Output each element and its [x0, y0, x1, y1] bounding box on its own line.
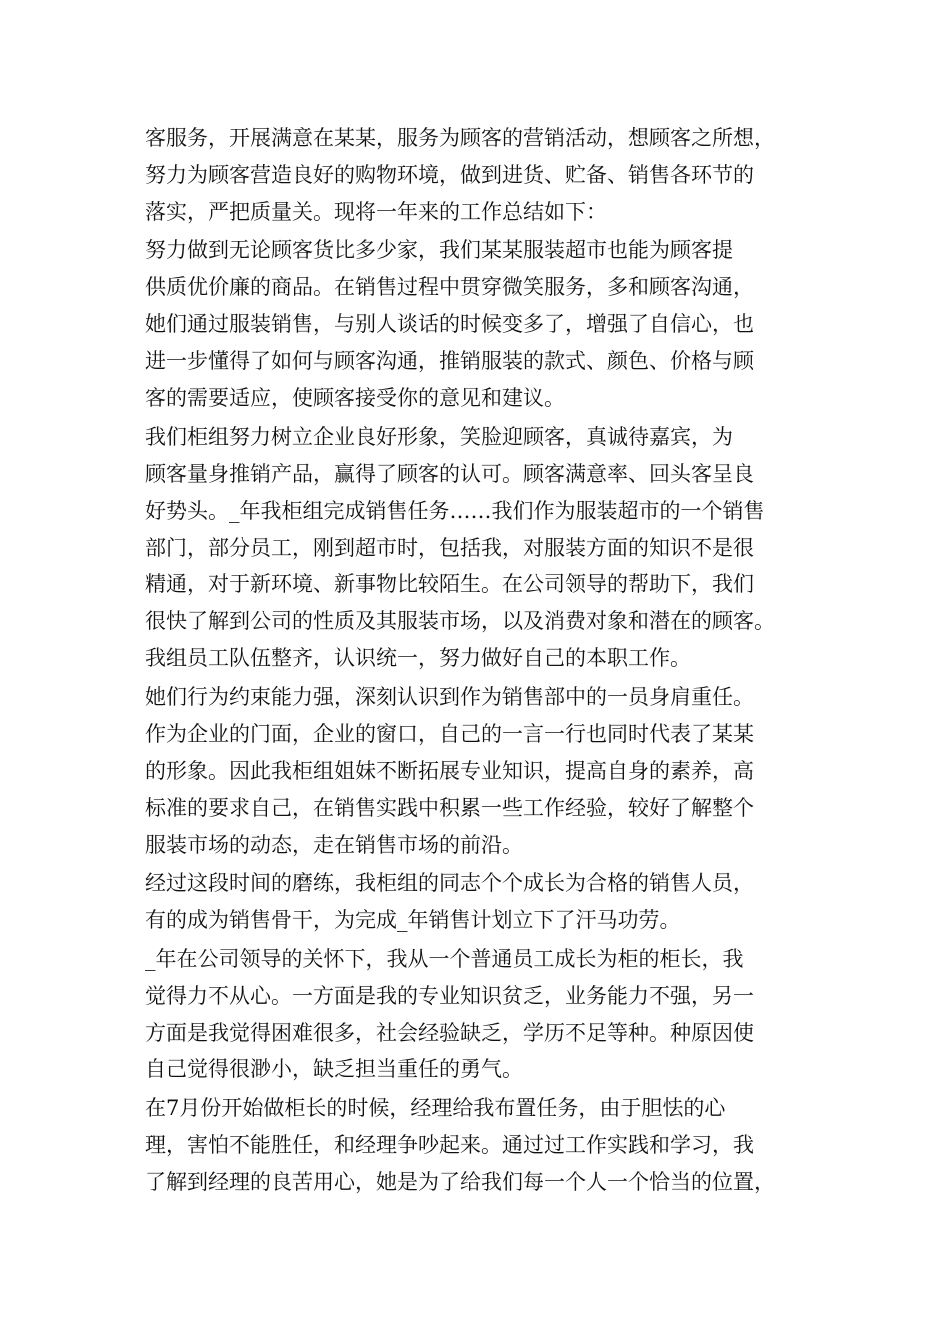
text-line: 落实，严把质量关。现将一年来的工作总结如下： [145, 199, 607, 224]
text-line: 部门，部分员工，刚到超市时，包括我，对服装方面的知识不是很 [145, 535, 754, 560]
text-line: _年在公司领导的关怀下，我从一个普通员工成长为柜的柜长，我 [145, 946, 744, 971]
text-line: 进一步懂得了如何与顾客沟通，推销服装的款式、颜色、价格与顾 [145, 349, 754, 374]
paragraph-2 [145, 419, 825, 677]
paragraph-1 [145, 232, 825, 417]
text-line: 的形象。因此我柜组姐妹不断拓展专业知识，提高自身的素养，高 [145, 758, 754, 783]
text-line: 努力为顾客营造良好的购物环境，做到进货、贮备、销售各环节的 [145, 162, 754, 187]
paragraph-4 [145, 865, 825, 939]
text-line: 在7月份开始做柜长的时候，经理给我布置任务，由于胆怯的心 [145, 1096, 726, 1121]
paragraph-intro-continued [145, 120, 825, 231]
text-line: 很快了解到公司的性质及其服装市场，以及消费对象和潜在的顾客。 [145, 609, 775, 634]
text-line: 服装市场的动态，走在销售市场的前沿。 [145, 832, 523, 857]
text-line: 好势头。_年我柜组完成销售任务……我们作为服装超市的一个销售 [145, 498, 765, 523]
text-line: 有的成为销售骨干，为完成_年销售计划立下了汗马功劳。 [145, 908, 681, 933]
text-line: 自己觉得很渺小，缺乏担当重任的勇气。 [145, 1057, 523, 1082]
text-line: 客服务，开展满意在某某，服务为顾客的营销活动，想顾客之所想， [145, 126, 775, 150]
text-line: 我们柜组努力树立企业良好形象，笑脸迎顾客，真诚待嘉宾，为 [145, 424, 733, 449]
text-line: 方面是我觉得困难很多，社会经验缺乏，学历不足等种。种原因使 [145, 1020, 754, 1045]
text-line: 标准的要求自己，在销售实践中积累一些工作经验，较好了解整个 [145, 795, 754, 820]
text-line: 经过这段时间的磨练，我柜组的同志个个成长为合格的销售人员， [145, 871, 754, 896]
text-line: 她们行为约束能力强，深刻认识到作为销售部中的一员身肩重任。 [145, 684, 754, 709]
text-line: 觉得力不从心。一方面是我的专业知识贫乏，业务能力不强，另一 [145, 983, 754, 1008]
paragraph-5 [145, 941, 825, 1089]
paragraph-3 [145, 679, 825, 864]
text-line: 我组员工队伍整齐，认识统一，努力做好自己的本职工作。 [145, 646, 691, 671]
text-line: 供质优价廉的商品。在销售过程中贯穿微笑服务，多和顾客沟通， [145, 275, 754, 300]
text-line: 顾客量身推销产品，赢得了顾客的认可。顾客满意率、回头客呈良 [145, 461, 754, 486]
text-line: 她们通过服装销售，与别人谈话的时候变多了，增强了自信心，也 [145, 312, 754, 337]
text-line: 客的需要适应，使顾客接受你的意见和建议。 [145, 386, 565, 411]
text-line: 努力做到无论顾客货比多少家，我们某某服装超市也能为顾客提 [145, 238, 733, 263]
text-line: 了解到经理的良苦用心，她是为了给我们每一个人一个恰当的位置， [145, 1169, 775, 1194]
text-line: 作为企业的门面，企业的窗口，自己的一言一行也同时代表了某某 [145, 721, 754, 746]
document-body [145, 120, 825, 1201]
text-line: 精通，对于新环境、新事物比较陌生。在公司领导的帮助下，我们 [145, 572, 754, 597]
text-line: 理，害怕不能胜任，和经理争吵起来。通过过工作实践和学习，我 [145, 1133, 754, 1158]
paragraph-6 [145, 1090, 825, 1201]
